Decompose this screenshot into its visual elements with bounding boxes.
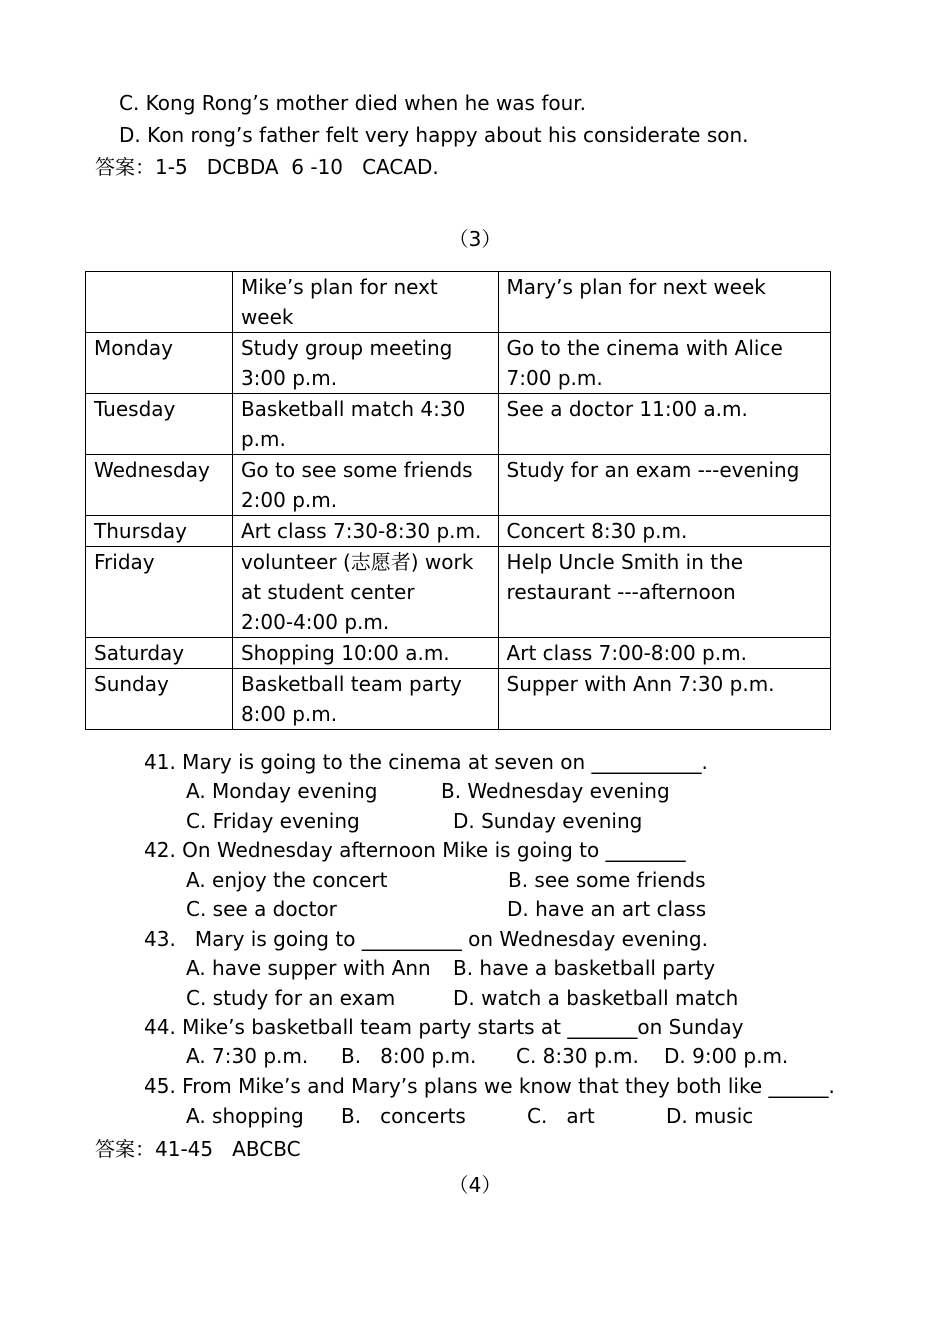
section-4-heading: （4） [448, 1173, 502, 1197]
table-row [86, 455, 831, 516]
table-row [86, 394, 831, 455]
table-cell: Saturday [86, 638, 233, 669]
q45-option-b: B. concerts [341, 1104, 466, 1128]
table-cell: Art class 7:00-8:00 p.m. [498, 638, 830, 669]
table-cell: Mary’s plan for next week [498, 272, 830, 333]
table-cell: Help Uncle Smith in the restaurant ---afternoon [498, 547, 830, 638]
table-cell: Study for an exam ---evening [498, 455, 830, 516]
q44-option-d: D. 9:00 p.m. [664, 1044, 789, 1068]
table-cell: Shopping 10:00 a.m. [232, 638, 498, 669]
table-cell: Concert 8:30 p.m. [498, 516, 830, 547]
table-cell: Basketball match 4:30 p.m. [232, 394, 498, 455]
table-cell [86, 272, 233, 333]
table-cell: Monday [86, 333, 233, 394]
section-3-heading: （3） [448, 227, 502, 251]
table-cell: Basketball team party 8:00 p.m. [232, 669, 498, 730]
q41-option-c: C. Friday evening [186, 809, 360, 833]
question-41: 41. Mary is going to the cinema at seven on ___________. [144, 750, 708, 774]
table-cell: Sunday [86, 669, 233, 730]
table-cell: Go to the cinema with Alice 7:00 p.m. [498, 333, 830, 394]
table-cell: Art class 7:30-8:30 p.m. [232, 516, 498, 547]
q44-option-a: A. 7:30 p.m. [186, 1044, 309, 1068]
q43-option-a: A. have supper with Ann [186, 956, 431, 980]
q41-option-a: A. Monday evening [186, 779, 378, 803]
table-cell: See a doctor 11:00 a.m. [498, 394, 830, 455]
question-45: 45. From Mike’s and Mary’s plans we know that they both like ______. [144, 1074, 835, 1098]
table-row [86, 547, 831, 638]
question-42: 42. On Wednesday afternoon Mike is going to ________ [144, 838, 686, 862]
table-cell: volunteer (志愿者) work at student center 2:00-4:00 p.m. [232, 547, 498, 638]
q45-option-a: A. shopping [186, 1104, 304, 1128]
table-cell: Mike’s plan for next week [232, 272, 498, 333]
option-d-line: D. Kon rong’s father felt very happy about his considerate son. [119, 123, 749, 147]
q43-option-d: D. watch a basketball match [453, 986, 739, 1010]
q43-option-c: C. study for an exam [186, 986, 396, 1010]
q41-option-d: D. Sunday evening [453, 809, 643, 833]
table-header-row [86, 272, 831, 333]
q45-option-c: C. art [527, 1104, 595, 1128]
q44-option-c: C. 8:30 p.m. [516, 1044, 639, 1068]
table-cell: Study group meeting 3:00 p.m. [232, 333, 498, 394]
table-cell: Supper with Ann 7:30 p.m. [498, 669, 830, 730]
table-row [86, 638, 831, 669]
q43-option-b: B. have a basketball party [453, 956, 716, 980]
table-row [86, 333, 831, 394]
table-row [86, 516, 831, 547]
question-43: 43. Mary is going to __________ on Wednesday evening. [144, 927, 708, 951]
q42-option-a: A. enjoy the concert [186, 868, 388, 892]
answer-key-41-45: 答案：41-45 ABCBC [95, 1137, 301, 1161]
q42-option-b: B. see some friends [508, 868, 706, 892]
question-44: 44. Mike’s basketball team party starts at _______on Sunday [144, 1015, 744, 1039]
q42-option-c: C. see a doctor [186, 897, 337, 921]
table-cell: Thursday [86, 516, 233, 547]
table-cell: Tuesday [86, 394, 233, 455]
table-cell: Friday [86, 547, 233, 638]
weekly-plan-table [85, 271, 831, 730]
table-row [86, 669, 831, 730]
q41-option-b: B. Wednesday evening [441, 779, 670, 803]
q45-option-d: D. music [666, 1104, 754, 1128]
option-c-line: C. Kong Rong’s mother died when he was four. [119, 91, 587, 115]
table-cell: Wednesday [86, 455, 233, 516]
table-cell: Go to see some friends 2:00 p.m. [232, 455, 498, 516]
answer-key-1-10: 答案：1-5 DCBDA 6 -10 CACAD. [95, 155, 439, 179]
q42-option-d: D. have an art class [507, 897, 707, 921]
q44-option-b: B. 8:00 p.m. [341, 1044, 477, 1068]
